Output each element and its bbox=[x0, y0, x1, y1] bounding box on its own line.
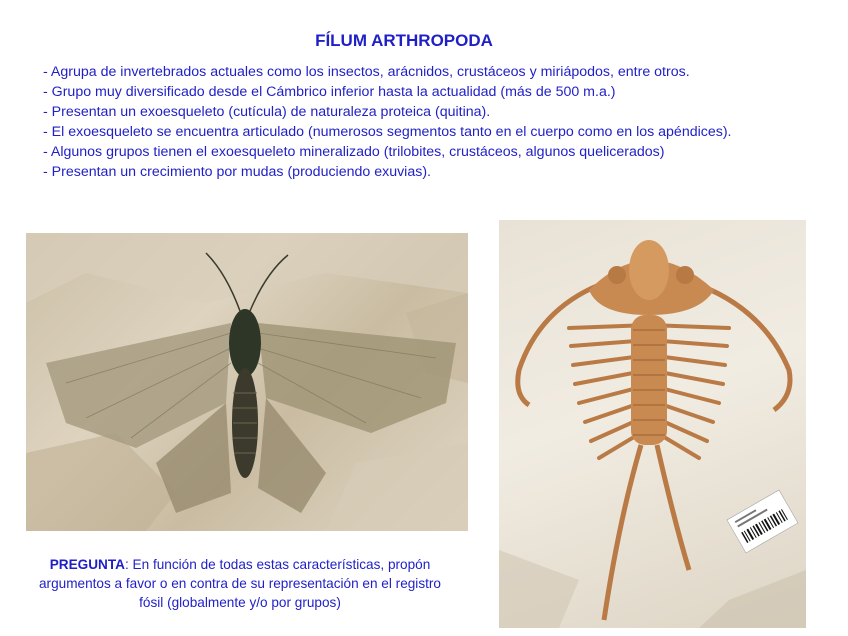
fossil-insect-photo bbox=[26, 233, 468, 531]
bullet-item: - Presentan un exoesqueleto (cutícula) de naturaleza proteica (quitina). bbox=[43, 104, 491, 120]
bullet-list bbox=[43, 62, 813, 182]
trilobite-illustration bbox=[499, 220, 806, 628]
bullet-item: - Algunos grupos tienen el exoesqueleto mineralizado (trilobites, crustáceos, algunos quelicerados) bbox=[43, 144, 665, 160]
fossil-trilobite-photo bbox=[499, 220, 806, 628]
question-body: : En función de todas estas características, propón argumentos a favor o en contra de su representación en el registro fósil (globalmente y/o por grupos) bbox=[38, 557, 441, 610]
bullet-item: - Presentan un crecimiento por mudas (produciendo exuvias). bbox=[43, 164, 431, 180]
question-label: PREGUNTA bbox=[49, 557, 125, 572]
bullet-item: - El exoesqueleto se encuentra articulado (numerosos segmentos tanto en el cuerpo como en los apéndices). bbox=[43, 124, 732, 140]
bullet-item: - Grupo muy diversificado desde el Cámbrico inferior hasta la actualidad (más de 500 m.a.) bbox=[43, 84, 616, 100]
question-text bbox=[30, 555, 450, 612]
fossil-insect-illustration bbox=[26, 233, 468, 531]
bullet-item: - Agrupa de invertebrados actuales como los insectos, arácnidos, crustáceos y miriápodos, entre otros. bbox=[43, 64, 690, 80]
page-title: FÍLUM ARTHROPODA bbox=[315, 31, 493, 50]
specimen-label bbox=[727, 490, 798, 553]
